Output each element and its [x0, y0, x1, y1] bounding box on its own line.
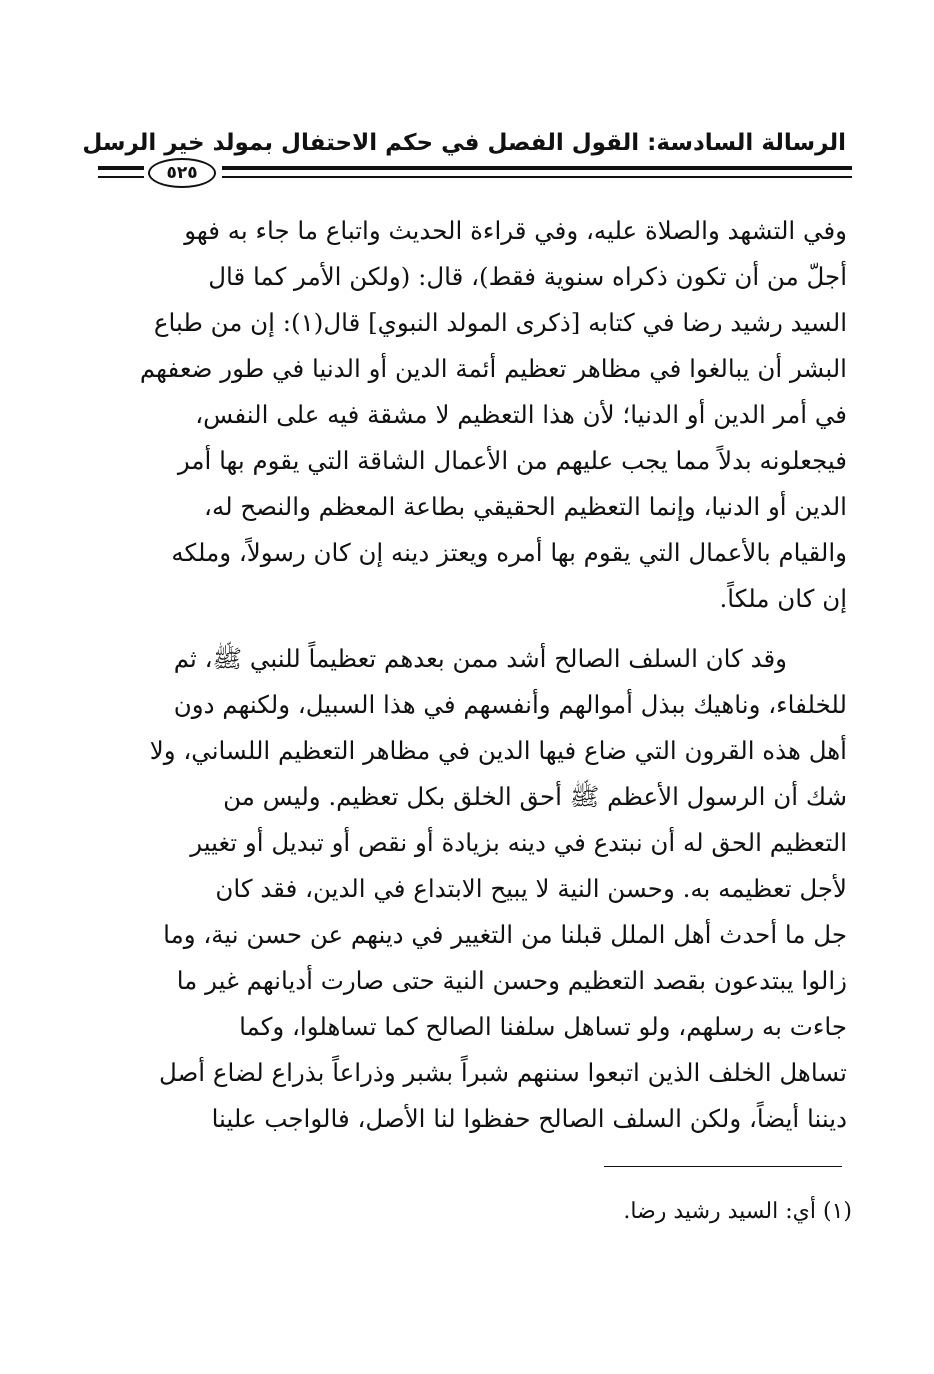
- text-line: زالوا يبتدعون بقصد التعظيم وحسن النية حتى صارت أديانهم غير ما: [176, 966, 847, 995]
- text-line: السيد رشيد رضا في كتابه [ذكرى المولد النبوي] قال(١): إن من طباع: [153, 308, 847, 337]
- text-line: ديننا أيضاً، ولكن السلف الصالح حفظوا لنا الأصل، فالواجب علينا: [211, 1104, 847, 1133]
- text-line: شك أن الرسول الأعظم ﷺ أحق الخلق بكل تعظيم. وليس من: [223, 782, 847, 811]
- text-line: التعظيم الحق له أن نبتدع في دينه بزيادة أو نقص أو تبديل أو تغيير: [190, 828, 847, 857]
- page-number: ٥٢٥: [148, 158, 216, 188]
- text-line: أهل هذه القرون التي ضاع فيها الدين في مظاهر التعظيم اللساني، ولا: [149, 736, 847, 765]
- footnote: (١) أي: السيد رشيد رضا.: [623, 1199, 852, 1224]
- header-rule-right-segment: [222, 166, 852, 178]
- header-rule: [98, 162, 852, 188]
- text-line: لأجل تعظيمه به. وحسن النية لا يبيح الابتداع في الدين، فقد كان: [215, 874, 847, 903]
- paragraph-2: [104, 636, 847, 1142]
- text-line: والقيام بالأعمال التي يقوم بها أمره ويعتز دينه إن كان رسولاً، وملكه: [171, 538, 847, 567]
- text-line: وقد كان السلف الصالح أشد ممن بعدهم تعظيماً للنبي ﷺ، ثم: [173, 644, 787, 673]
- footnote-separator: [604, 1166, 842, 1167]
- paragraph-1: [104, 208, 847, 622]
- text-line: إن كان ملكاً.: [719, 584, 847, 613]
- text-line: البشر أن يبالغوا في مظاهر تعظيم أئمة الدين أو الدنيا في طور ضعفهم: [139, 354, 847, 383]
- text-line: في أمر الدين أو الدنيا؛ لأن هذا التعظيم لا مشقة فيه على النفس،: [195, 400, 847, 429]
- text-line: للخلفاء، وناهيك ببذل أموالهم وأنفسهم في هذا السبيل، ولكنهم دون: [173, 690, 847, 719]
- text-line: الدين أو الدنيا، وإنما التعظيم الحقيقي بطاعة المعظم والنصح له،: [204, 492, 847, 521]
- text-line: وفي التشهد والصلاة عليه، وفي قراءة الحديث واتباع ما جاء به فهو: [184, 216, 847, 245]
- text-line: جاءت به رسلهم، ولو تساهل سلفنا الصالح كما تساهلوا، وكما: [239, 1012, 847, 1041]
- running-header-title: الرسالة السادسة: القول الفصل في حكم الاحتفال بمولد خير الرسل: [82, 130, 846, 156]
- text-line: تساهل الخلف الذين اتبعوا سننهم شبراً بشبر وذراعاً بذراع لضاع أصل: [158, 1058, 847, 1087]
- text-line: أجلّ من أن تكون ذكراه سنوية فقط)، قال: (ولكن الأمر كما قال: [208, 262, 847, 291]
- header-rule-left-segment: [98, 166, 144, 178]
- text-line: فيجعلونه بدلاً مما يجب عليهم من الأعمال الشاقة التي يقوم بها أمر: [177, 446, 847, 475]
- text-line: جل ما أحدث أهل الملل قبلنا من التغيير في دينهم عن حسن نية، وما: [163, 920, 847, 949]
